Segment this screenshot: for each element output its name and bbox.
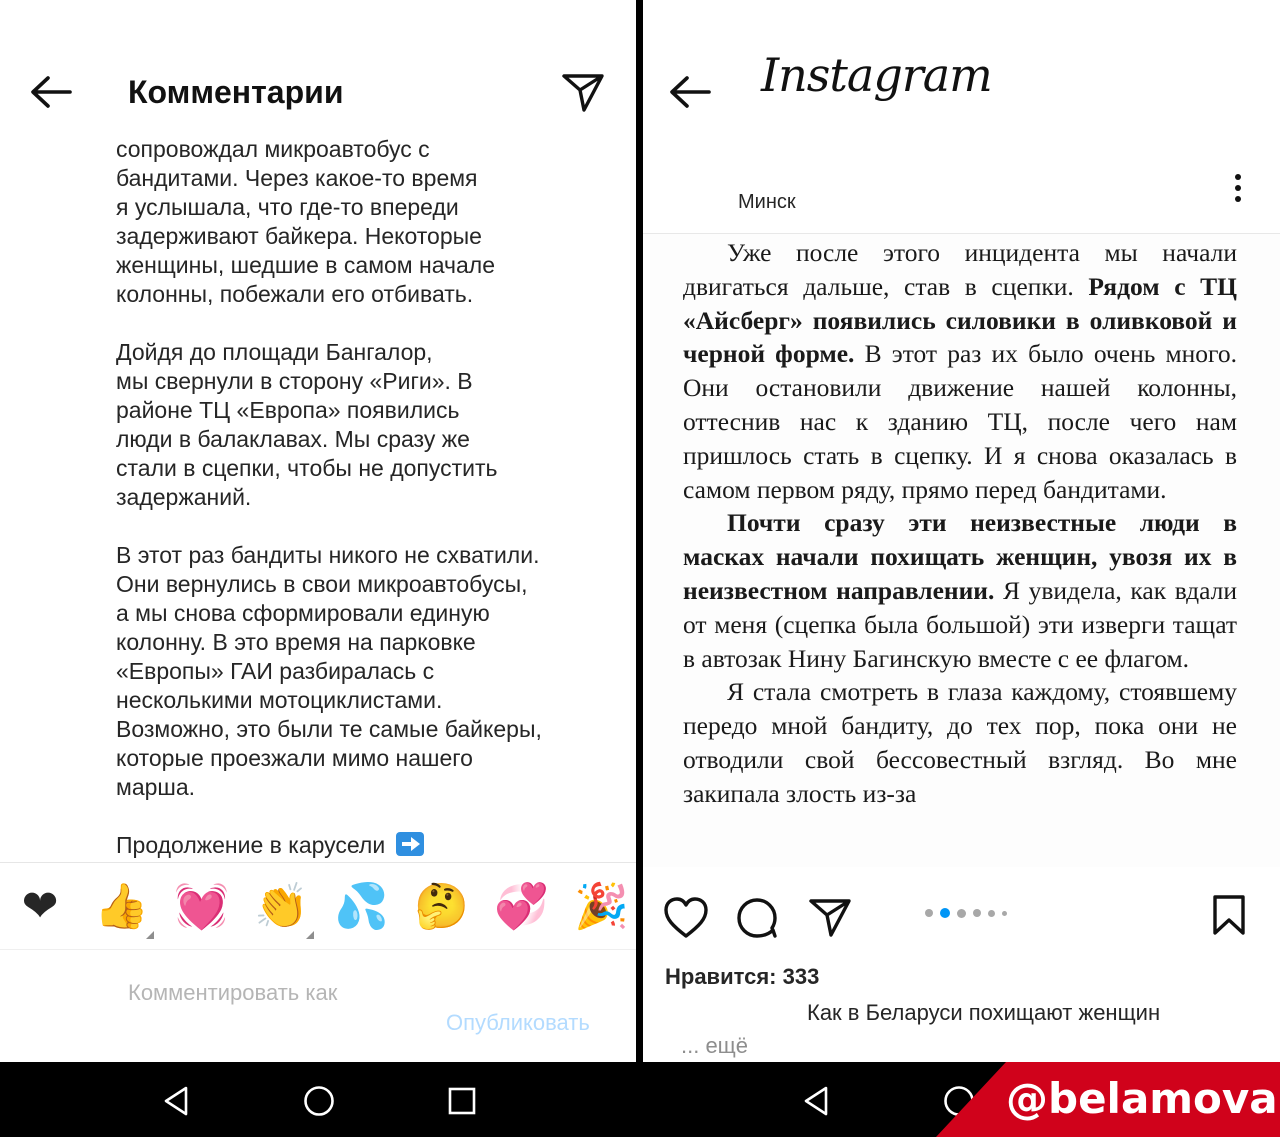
carousel-dot-active [940,908,950,918]
bold-text-run: Почти сразу эти неизвестные люди в масках начали похищать женщин, увозя их в неизвестном направлении. [683,508,1237,605]
circle-home-icon [302,1084,336,1118]
kebab-dot-icon [1235,196,1241,202]
nav-home-button[interactable] [302,1084,336,1118]
thinking-face-emoji-icon[interactable]: 🤔 [414,881,469,932]
revolving-hearts-emoji-icon[interactable]: 💞 [494,881,549,932]
comments-header [0,58,636,128]
more-options-button[interactable] [1231,170,1245,208]
post-image[interactable] [643,233,1280,867]
text-run: Я увидела, как вдали от меня (сцепка была большой) эти изверги тащат в автозак Нину Багинскую вместе с ее флагом. [683,575,1237,673]
likes-count[interactable]: Нравится: 333 [665,964,820,989]
post-location[interactable]: Минск [738,191,796,213]
like-button[interactable] [663,896,709,940]
share-button[interactable] [807,896,853,940]
thumbs-up-emoji-icon[interactable]: 👍 [94,881,146,933]
instagram-logo: Instagram [761,48,992,102]
square-recents-icon [445,1084,479,1118]
book-paragraph [683,675,1237,810]
carousel-dot [957,909,966,918]
post-caption: Как в Беларуси похищают женщин [807,1000,1161,1025]
variants-indicator-icon [146,931,154,939]
continuation-text: Продолжение в карусели [116,832,386,858]
text-run: Я стала смотреть в глаза каждому, стоявшему передо мной бандиту, до тех пор, пока они не отводили свой бессовестный взгляд. Во мне закипала злость из-за [683,677,1237,808]
text-run: Уже после этого инцидента мы начали двигаться дальше, став в сцепки. [683,238,1237,301]
party-popper-emoji-icon[interactable]: 🎉 [574,881,629,932]
bookmark-icon [1211,894,1247,936]
triangle-back-icon [800,1084,834,1118]
emoji-reaction-bar [0,862,636,950]
save-button[interactable] [1211,894,1247,936]
back-button[interactable] [28,72,76,112]
speech-bubble-icon [735,896,781,940]
paper-plane-icon [560,72,606,114]
back-arrow-icon [28,72,76,112]
book-paragraph [683,236,1237,506]
carousel-dot [1002,911,1007,916]
book-page-text [683,236,1237,811]
red-heart-emoji-icon[interactable]: ❤ [21,881,59,932]
split-divider [636,0,643,1062]
kebab-dot-icon [1235,174,1241,180]
heart-icon [663,896,709,940]
nav-back-button[interactable] [160,1084,194,1118]
comment-text [116,135,616,860]
comment-paragraph: Дойдя до площади Бангалор, мы свернули в сторону «Риги». В районе ТЦ «Европа» появились люди в балаклавах. Мы сразу же стали в сцепки, чтобы не допустить задержаний. [116,339,498,510]
comment-input[interactable]: Комментировать как [128,980,338,1005]
back-button[interactable] [667,72,715,112]
clapping-hands-emoji-icon[interactable]: 👏 [254,881,306,933]
page-title: Комментарии [128,74,344,110]
share-button[interactable] [560,72,606,114]
carousel-dot [988,910,995,917]
beating-heart-emoji-icon[interactable]: 💓 [174,881,229,932]
paper-plane-icon [807,896,853,940]
nav-back-button[interactable] [800,1084,834,1118]
text-run: В этот раз их было очень много. Они остановили движение нашей колонны, оттеснив нас к зданию ТЦ, после чего нам пришлось стать в сцепку. И я снова оказалась в самом первом ряду, прямо перед бандитами. [683,339,1237,504]
sweat-droplets-emoji-icon[interactable]: 💦 [334,881,389,932]
comment-paragraph: сопровождал микроавтобус с бандитами. Через какое-то время я услышала, что где-то впереди задерживают байкера. Некоторые женщины, шедшие в самом начале колонны, побежали его отбивать. [116,136,495,307]
carousel-dot [925,909,933,917]
right-arrow-emoji-icon [396,832,424,856]
carousel-dot [973,909,981,917]
bold-text-run: Рядом с ТЦ «Айсберг» появились силовики в оливковой и черной форме. [683,271,1237,369]
comment-paragraph: В этот раз бандиты никого не схватили. Они вернулись в свои микроавтобусы, а мы снова сформировали единую колонну. В это время на парковке «Европы» ГАИ разбиралась с несколькими мотоциклистами. Возможно, это были те самые байкеры, которые проезжали мимо нашего марша. [116,542,542,800]
kebab-dot-icon [1235,185,1241,191]
caption-more-link[interactable]: ... ещё [681,1033,749,1058]
triangle-back-icon [160,1084,194,1118]
continuation-line [116,831,616,860]
comment-button[interactable] [735,896,781,940]
back-arrow-icon [667,72,715,112]
publish-button[interactable]: Опубликовать [446,1010,590,1035]
variants-indicator-icon [306,931,314,939]
book-paragraph [683,506,1237,675]
watermark-text: @belamova [1006,1074,1278,1123]
post-screen [643,0,1280,1062]
nav-recents-button[interactable] [445,1084,479,1118]
comments-screen [0,0,636,1062]
